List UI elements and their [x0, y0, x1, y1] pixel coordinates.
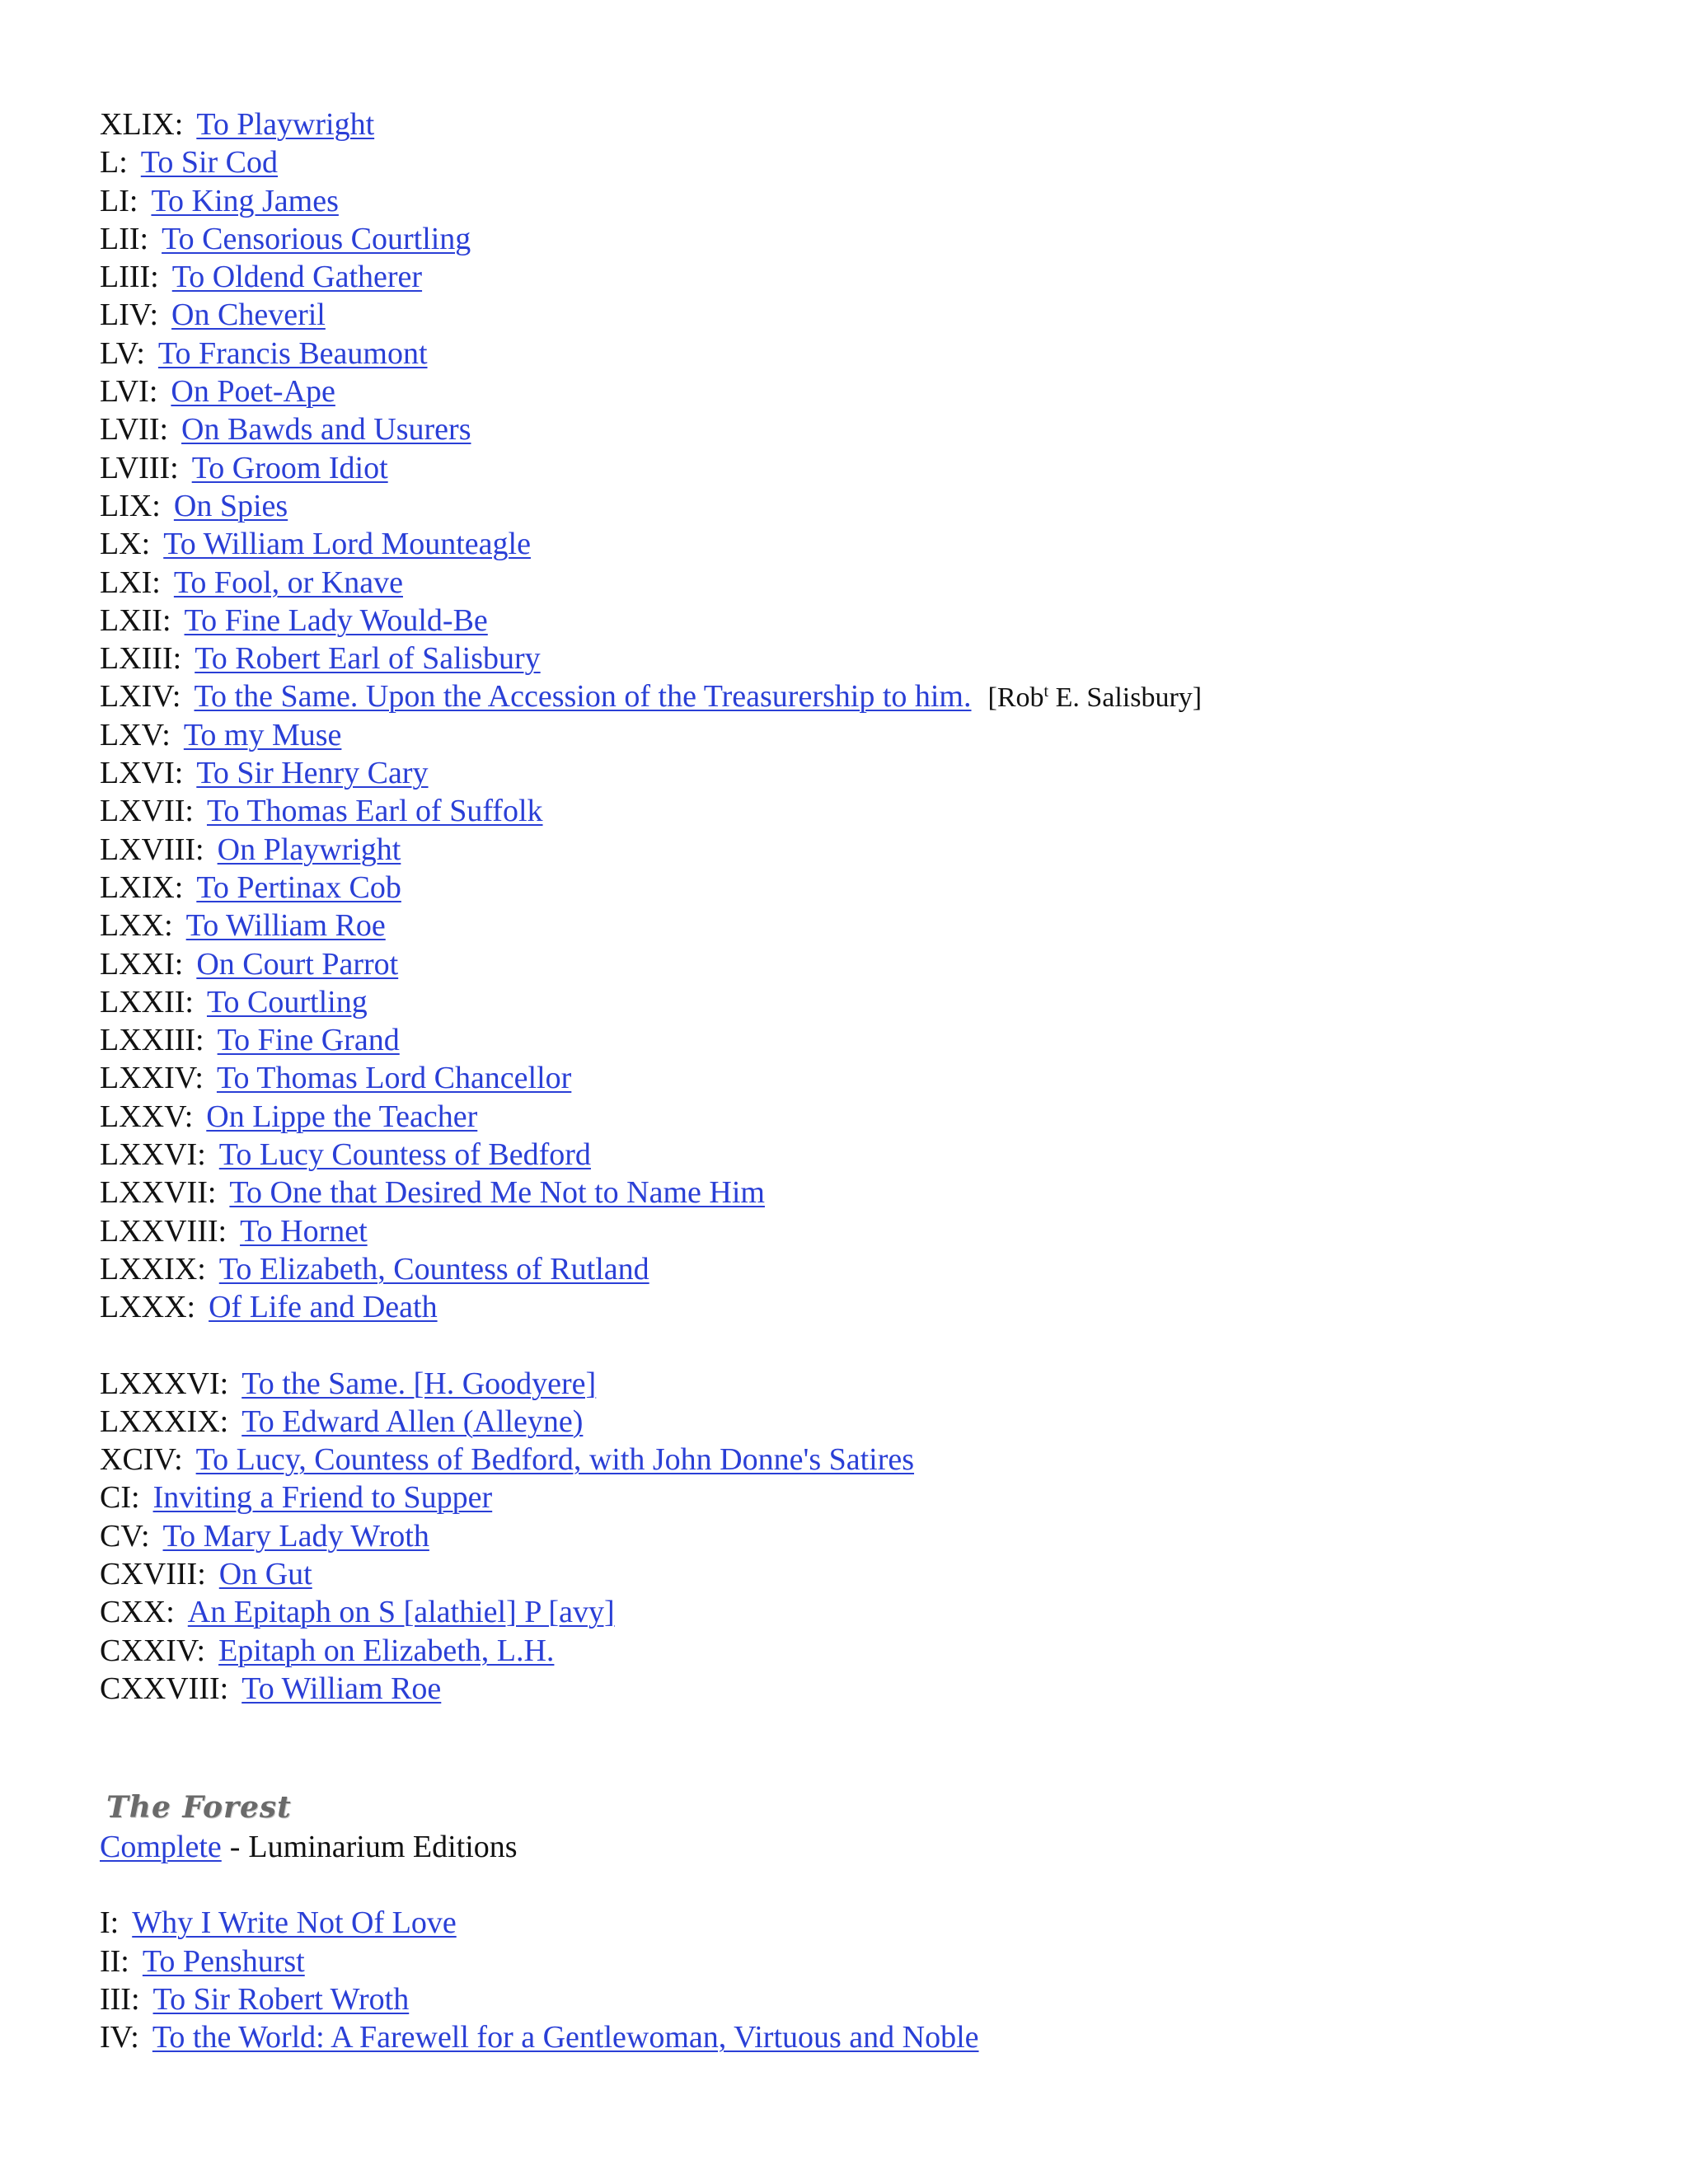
epigram-number: LIII:: [100, 260, 159, 295]
epigram-title-link[interactable]: On Lippe the Teacher: [206, 1099, 478, 1134]
note-text: [Rob: [987, 682, 1044, 714]
epigram-title-link[interactable]: To One that Desired Me Not to Name Him: [229, 1175, 765, 1211]
epigram-entry: [100, 296, 1583, 334]
epigram-entry: [100, 792, 1583, 830]
forest-poem-number: I:: [100, 1905, 120, 1941]
epigram-entry: [100, 1250, 1583, 1288]
epigram-number: LXXV:: [100, 1099, 194, 1134]
epigram-list-part-two: [100, 1365, 1583, 1708]
epigram-number: LI:: [100, 183, 138, 218]
forest-poem-list: [100, 1904, 1583, 2056]
epigram-note: [988, 682, 1203, 713]
epigram-number: CV:: [100, 1518, 150, 1554]
epigram-number: LVIII:: [100, 450, 179, 485]
epigram-title-link[interactable]: To Censorious Courtling: [162, 221, 471, 256]
epigram-entry: [100, 1365, 1583, 1403]
epigram-entry: [100, 1288, 1583, 1326]
epigram-title-link[interactable]: To Francis Beaumont: [157, 335, 428, 371]
epigram-entry: [100, 1670, 1583, 1708]
epigram-title-link[interactable]: To the Same. Upon the Accession of the Treasurership to him.: [194, 679, 972, 715]
epigram-entry: [100, 220, 1583, 258]
epigram-entry: [100, 1517, 1583, 1555]
epigram-number: LX:: [100, 527, 151, 562]
epigram-entry: [100, 602, 1583, 640]
epigram-entry: [100, 105, 1583, 143]
epigram-title-link[interactable]: To Fine Grand: [217, 1023, 400, 1058]
epigram-number: CXVIII:: [100, 1556, 206, 1591]
epigram-number: LXVII:: [100, 794, 194, 829]
epigram-title-link[interactable]: To Fool, or Knave: [173, 565, 403, 600]
epigram-number: LVII:: [100, 412, 169, 448]
epigram-entry: [100, 373, 1583, 410]
note-superscript: t: [1043, 682, 1049, 701]
spacer: [100, 1327, 1583, 1365]
epigram-number: LXIX:: [100, 869, 184, 905]
epigram-entry: [100, 983, 1583, 1021]
epigram-number: CXXIV:: [100, 1633, 206, 1668]
epigram-title-link[interactable]: To the Same. [H. Goodyere]: [241, 1366, 597, 1401]
epigram-number: LXVI:: [100, 756, 184, 791]
epigram-entry: [100, 831, 1583, 869]
epigram-title-link[interactable]: On Cheveril: [171, 298, 326, 333]
epigram-number: LXIV:: [100, 679, 181, 715]
epigram-title-link[interactable]: To Thomas Earl of Suffolk: [206, 794, 543, 829]
epigram-number: LXI:: [100, 565, 161, 600]
epigram-number: LXII:: [100, 602, 171, 638]
epigram-title-link[interactable]: To King James: [151, 183, 339, 218]
epigram-title-link[interactable]: To Fine Lady Would-Be: [184, 602, 488, 638]
forest-poem-title-link[interactable]: To the World: A Farewell for a Gentlewoman, Virtuous and Noble: [152, 2020, 979, 2055]
epigram-entry: [100, 1403, 1583, 1441]
forest-poem-number: III:: [100, 1982, 140, 2018]
epigram-number: LIV:: [100, 298, 159, 333]
forest-poem-title-link[interactable]: To Sir Robert Wroth: [152, 1982, 410, 2018]
epigram-entry: [100, 677, 1583, 715]
epigram-title-link[interactable]: On Court Parrot: [196, 946, 399, 982]
epigram-title-link[interactable]: To my Muse: [183, 717, 342, 752]
epigram-number: LXIII:: [100, 641, 182, 677]
epigram-number: CXXVIII:: [100, 1671, 229, 1706]
epigram-number: LXXIII:: [100, 1023, 204, 1058]
epigram-number: LXVIII:: [100, 832, 204, 867]
spacer: [100, 1866, 1583, 1904]
document-body: [100, 105, 1583, 2057]
epigram-entry: [100, 1021, 1583, 1059]
complete-link[interactable]: Complete: [100, 1830, 222, 1865]
epigram-entry: [100, 258, 1583, 296]
epigram-title-link[interactable]: On Playwright: [217, 832, 401, 867]
epigram-number: LXXX:: [100, 1290, 196, 1325]
epigram-number: CI:: [100, 1480, 140, 1516]
epigram-number: LXXVIII:: [100, 1213, 227, 1249]
epigram-entry: [100, 869, 1583, 907]
epigram-title-link[interactable]: To Thomas Lord Chancellor: [216, 1061, 572, 1096]
epigram-title-link[interactable]: To Hornet: [240, 1213, 368, 1249]
epigram-title-link[interactable]: To Sir Cod: [140, 145, 279, 180]
epigram-entry: [100, 1136, 1583, 1174]
epigram-number: LXXI:: [100, 946, 184, 982]
epigram-title-link[interactable]: On Spies: [173, 488, 288, 523]
epigram-number: LVI:: [100, 374, 158, 410]
epigram-number: CXX:: [100, 1595, 175, 1630]
epigram-title-link[interactable]: Of Life and Death: [209, 1290, 438, 1325]
epigram-title-link[interactable]: To Groom Idiot: [191, 450, 388, 485]
epigram-title-link[interactable]: To Lucy, Countess of Bedford, with John Donne's Satires: [195, 1442, 915, 1478]
epigram-number: LXXVII:: [100, 1175, 217, 1211]
epigram-entry: [100, 182, 1583, 220]
forest-poem-number: II:: [100, 1943, 129, 1979]
epigram-title-link[interactable]: To Pertinax Cob: [196, 869, 401, 905]
epigram-title-link[interactable]: To Edward Allen (Alleyne): [241, 1404, 584, 1439]
epigram-title-link[interactable]: To William Lord Mounteagle: [163, 527, 531, 562]
forest-poem-entry: [100, 1943, 1583, 1980]
epigram-title-link[interactable]: On Bawds and Usurers: [181, 412, 471, 448]
epigram-entry: [100, 1593, 1583, 1631]
epigram-number: XLIX:: [100, 107, 184, 142]
forest-poem-title-link[interactable]: To Penshurst: [142, 1943, 305, 1979]
epigram-title-link[interactable]: An Epitaph on S [alathiel] P [avy]: [187, 1595, 615, 1630]
epigram-entry: [100, 410, 1583, 448]
epigram-number: LXV:: [100, 717, 171, 752]
epigram-number: LXXVI:: [100, 1137, 206, 1173]
epigram-entry: [100, 945, 1583, 983]
epigram-title-link[interactable]: To Sir Henry Cary: [196, 756, 429, 791]
epigram-entry: [100, 1212, 1583, 1250]
epigram-entry: [100, 1632, 1583, 1670]
epigram-entry: [100, 335, 1583, 373]
epigram-entry: [100, 1059, 1583, 1097]
epigram-number: LXXXIX:: [100, 1404, 229, 1439]
forest-poem-number: IV:: [100, 2020, 139, 2055]
forest-poem-entry: [100, 1980, 1583, 2018]
source-label: Luminarium Editions: [248, 1830, 518, 1865]
epigram-title-link[interactable]: To William Roe: [185, 908, 386, 944]
epigram-number: LXXIV:: [100, 1061, 204, 1096]
epigram-entry: [100, 754, 1583, 792]
epigram-title-link[interactable]: To Oldend Gatherer: [171, 260, 423, 295]
epigram-entry: [100, 907, 1583, 944]
epigram-entry: [100, 1098, 1583, 1136]
forest-poem-title-link[interactable]: Why I Write Not Of Love: [132, 1905, 457, 1941]
epigram-list-part-one: [100, 105, 1583, 1327]
spacer: [100, 1708, 1583, 1787]
epigram-entry: [100, 1479, 1583, 1516]
epigram-number: LII:: [100, 221, 149, 256]
epigram-number: LXXII:: [100, 984, 194, 1019]
epigram-number: LXXXVI:: [100, 1366, 229, 1401]
epigram-entry: [100, 143, 1583, 181]
epigram-title-link[interactable]: To Mary Lady Wroth: [162, 1518, 429, 1554]
epigram-number: LV:: [100, 335, 145, 371]
epigram-title-link[interactable]: To Robert Earl of Salisbury: [195, 641, 541, 677]
epigram-entry: [100, 640, 1583, 677]
epigram-number: LXXIX:: [100, 1251, 206, 1286]
epigram-entry: [100, 1174, 1583, 1212]
forest-poem-entry: [100, 1904, 1583, 1942]
epigram-title-link[interactable]: To Lucy Countess of Bedford: [218, 1137, 591, 1173]
forest-poem-entry: [100, 2018, 1583, 2056]
epigram-title-link[interactable]: To Courtling: [206, 984, 368, 1019]
epigram-entry: [100, 525, 1583, 563]
dash: -: [229, 1830, 241, 1865]
epigram-title-link[interactable]: To Elizabeth, Countess of Rutland: [218, 1251, 649, 1286]
forest-source-line: [100, 1828, 1583, 1866]
epigram-number: XCIV:: [100, 1442, 183, 1478]
epigram-number: LIX:: [100, 488, 161, 523]
epigram-entry: [100, 716, 1583, 754]
epigram-entry: [100, 449, 1583, 487]
epigram-title-link[interactable]: On Gut: [218, 1556, 312, 1591]
epigram-entry: [100, 1555, 1583, 1593]
epigram-title-link[interactable]: To William Roe: [241, 1671, 442, 1706]
epigram-entry: [100, 564, 1583, 602]
epigram-entry: [100, 1441, 1583, 1479]
epigram-number: LXX:: [100, 908, 173, 944]
epigram-entry: [100, 487, 1583, 525]
epigram-title-link[interactable]: Epitaph on Elizabeth, L.H.: [218, 1633, 555, 1668]
epigram-title-link[interactable]: Inviting a Friend to Supper: [152, 1480, 493, 1516]
epigram-title-link[interactable]: To Playwright: [196, 107, 375, 142]
note-text: E. Salisbury]: [1048, 682, 1203, 714]
epigram-number: L:: [100, 145, 128, 180]
epigram-title-link[interactable]: On Poet-Ape: [171, 374, 335, 410]
forest-heading: The Forest: [106, 1790, 292, 1825]
